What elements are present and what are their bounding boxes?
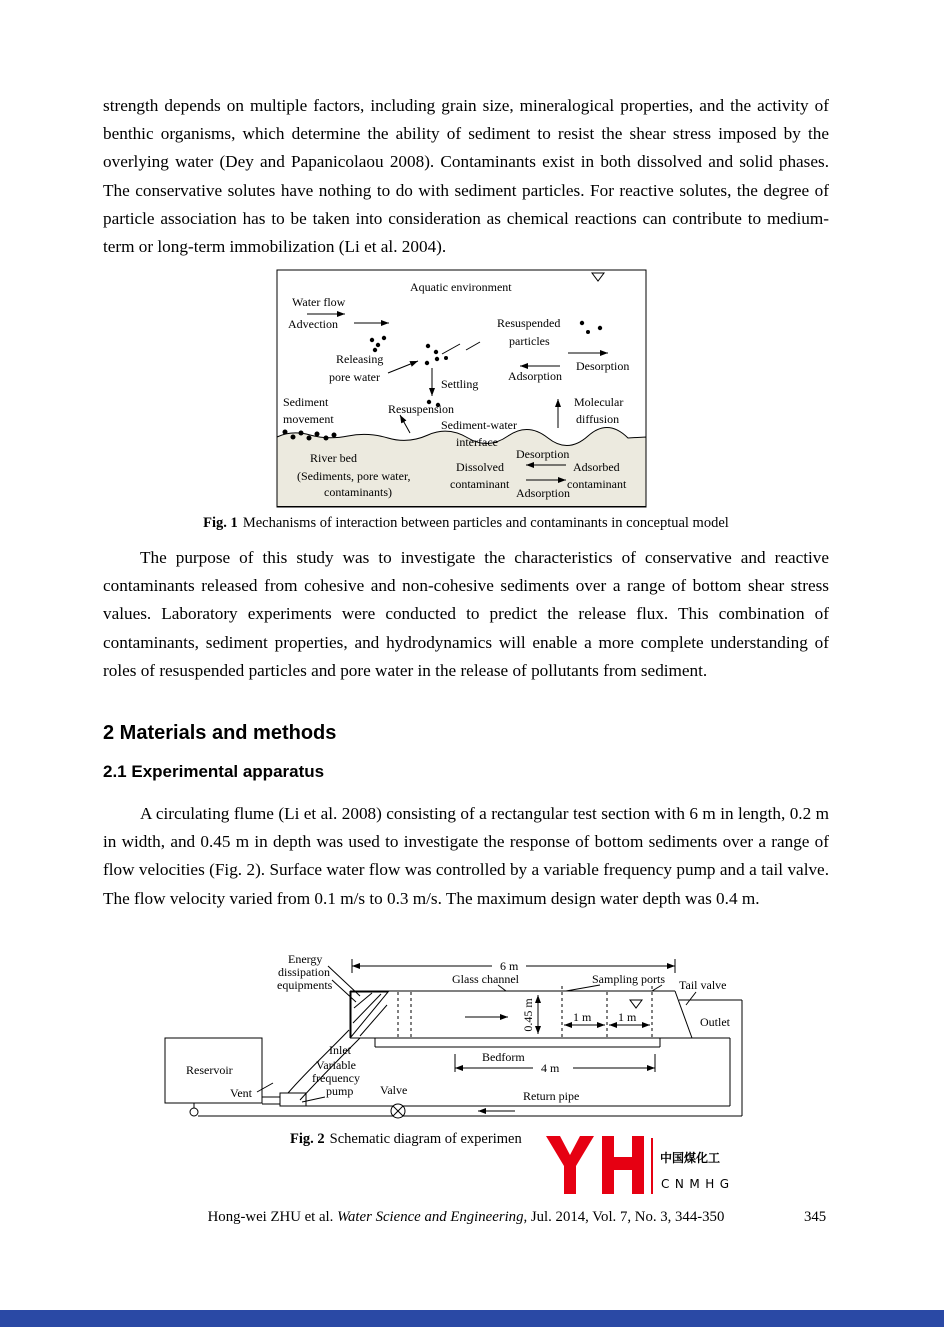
fig1-label-molecular-2: diffusion: [576, 412, 620, 426]
fig1-label-resuspended-2: particles: [509, 334, 550, 348]
fig1-label-adsorption-upper: Adsorption: [508, 369, 562, 383]
figure-1-conceptual-model: [270, 266, 650, 511]
fig2-label-outlet: Outlet: [700, 1015, 730, 1029]
fig2-label-pump-2: frequency: [312, 1071, 360, 1085]
body-paragraph-3: A circulating flume (Li et al. 2008) consisting of a rectangular test section with 6 m in length, 0.2 m in width, and 0.45 m in depth was used to investigate the response of bottom sediments over a range of flow velocities (Fig. 2). Surface water flow was controlled by a variable frequency pump and a tail valve. The flow velocity varied from 0.1 m/s to 0.3 m/s. The maximum design water depth was 0.4 m.: [103, 804, 829, 908]
footer-issue: , Jul. 2014, Vol. 7, No. 3, 344-350: [523, 1209, 725, 1225]
fig1-label-adsorption-lower: Adsorption: [516, 486, 570, 500]
fig1-label-dissolved-1: Dissolved: [456, 460, 504, 474]
fig1-label-molecular-1: Molecular: [574, 395, 624, 409]
fig2-caption-text: Schematic diagram of experimen: [329, 1131, 522, 1147]
fig2-caption: [290, 1131, 522, 1148]
figure-2-flume-schematic: [130, 950, 750, 1125]
watermark-cn-text: 中国煤化工: [660, 1151, 721, 1165]
fig1-label-desorption-upper: Desorption: [576, 359, 630, 373]
fig1-label-river-bed: River bed: [310, 451, 357, 465]
fig1-label-interface-2: interface: [456, 435, 498, 449]
footer-authors: Hong-wei ZHU et al.: [207, 1209, 338, 1225]
fig1-label-sediment-1: Sediment: [283, 395, 329, 409]
fig1-label-sediment-2: movement: [283, 412, 334, 426]
fig1-caption: [103, 515, 829, 532]
page-number: 345: [804, 1209, 827, 1225]
fig1-label-releasing-1: Releasing: [336, 352, 384, 366]
fig2-label-inlet: Inlet: [329, 1043, 351, 1057]
fig2-dim-6m: 6 m: [500, 959, 519, 973]
fig2-label-pump-1: Variable: [316, 1058, 356, 1072]
bottom-bar: [0, 1310, 944, 1327]
fig2-label-vent: Vent: [230, 1086, 252, 1100]
footer-journal: Water Science and Engineering: [337, 1209, 524, 1225]
fig1-label-river-bed-sub1: (Sediments, pore water,: [297, 469, 411, 483]
fig2-dim-4m: 4 m: [541, 1061, 560, 1075]
subsection-heading: 2.1 Experimental apparatus: [103, 762, 325, 781]
fig1-label-desorption-lower: Desorption: [516, 447, 570, 461]
fig1-caption-label: Fig. 1: [203, 515, 238, 531]
fig2-label-tail-valve: Tail valve: [679, 978, 727, 992]
section-heading: 2 Materials and methods: [103, 722, 337, 744]
fig2-dim-1m-right: 1 m: [618, 1010, 637, 1024]
fig1-label-water-flow: Water flow: [292, 295, 346, 309]
fig1-label-river-bed-sub2: contaminants): [324, 485, 392, 499]
fig2-dim-1m-left: 1 m: [573, 1010, 592, 1024]
watermark-latin-text: CNMHG: [661, 1177, 735, 1191]
fig2-label-sampling-ports: Sampling ports: [592, 972, 666, 986]
fig1-label-resuspension: Resuspension: [388, 402, 454, 416]
fig1-label-interface-1: Sediment-water: [441, 418, 517, 432]
fig2-label-glass-channel: Glass channel: [452, 972, 519, 986]
fig2-water-level-icon: [630, 1000, 642, 1008]
fig2-label-energy-1: Energy: [288, 952, 323, 966]
fig1-label-settling: Settling: [441, 377, 479, 391]
fig1-label-adsorbed-1: Adsorbed: [573, 460, 620, 474]
fig2-label-return-pipe: Return pipe: [523, 1089, 580, 1103]
fig1-label-advection: Advection: [288, 317, 338, 331]
fig1-label-releasing-2: pore water: [329, 370, 380, 384]
body-paragraph-1: strength depends on multiple factors, including grain size, mineralogical properties, and the activity of benthic organisms, which determine the ability of sediment to resist the shear stress imposed by the overlying water (Dey and Papanicolaou 2008). Contaminants exist in both dissolved and solid phases. The conservative solutes have nothing to do with sediment particles. For reactive solutes, the degree of particle association has to be taken into consideration as chemical reactions can contribute to medium-term or long-term immobilization (Li et al. 2004).: [103, 96, 829, 257]
fig2-label-valve: Valve: [380, 1083, 408, 1097]
fig2-label-bedform: Bedform: [482, 1050, 525, 1064]
fig1-label-dissolved-2: contaminant: [450, 477, 510, 491]
fig2-label-pump-3: pump: [326, 1084, 354, 1098]
watermark-logo: [540, 1124, 757, 1206]
footer-citation: [103, 1209, 829, 1226]
fig2-caption-label: Fig. 2: [290, 1131, 325, 1147]
fig2-dim-045m: 0.45 m: [521, 998, 535, 1032]
body-paragraph-2: The purpose of this study was to investigate the characteristics of conservative and reactive contaminants released from cohesive and non-cohesive sediments over a range of bottom shear stress values. Laboratory experiments were conducted to predict the release flux. This combination of contaminants, sediment properties, and hydrodynamics will enable a more complete understanding of roles of resuspended particles and pore water in the release of pollutants from sediment.: [103, 548, 829, 680]
fig1-label-adsorbed-2: contaminant: [567, 477, 627, 491]
fig1-label-aquatic-environment: Aquatic environment: [410, 280, 512, 294]
watermark-logo-graphic: [540, 1124, 757, 1206]
fig2-label-reservoir: Reservoir: [186, 1063, 233, 1077]
watermark-logo-glyphs: [546, 1136, 644, 1194]
fig2-label-energy-2: dissipation: [278, 965, 331, 979]
fig2-label-energy-3: equipments: [277, 978, 333, 992]
fig1-caption-text: Mechanisms of interaction between particles and contaminants in conceptual model: [242, 515, 729, 531]
fig1-label-resuspended-1: Resuspended: [497, 316, 561, 330]
